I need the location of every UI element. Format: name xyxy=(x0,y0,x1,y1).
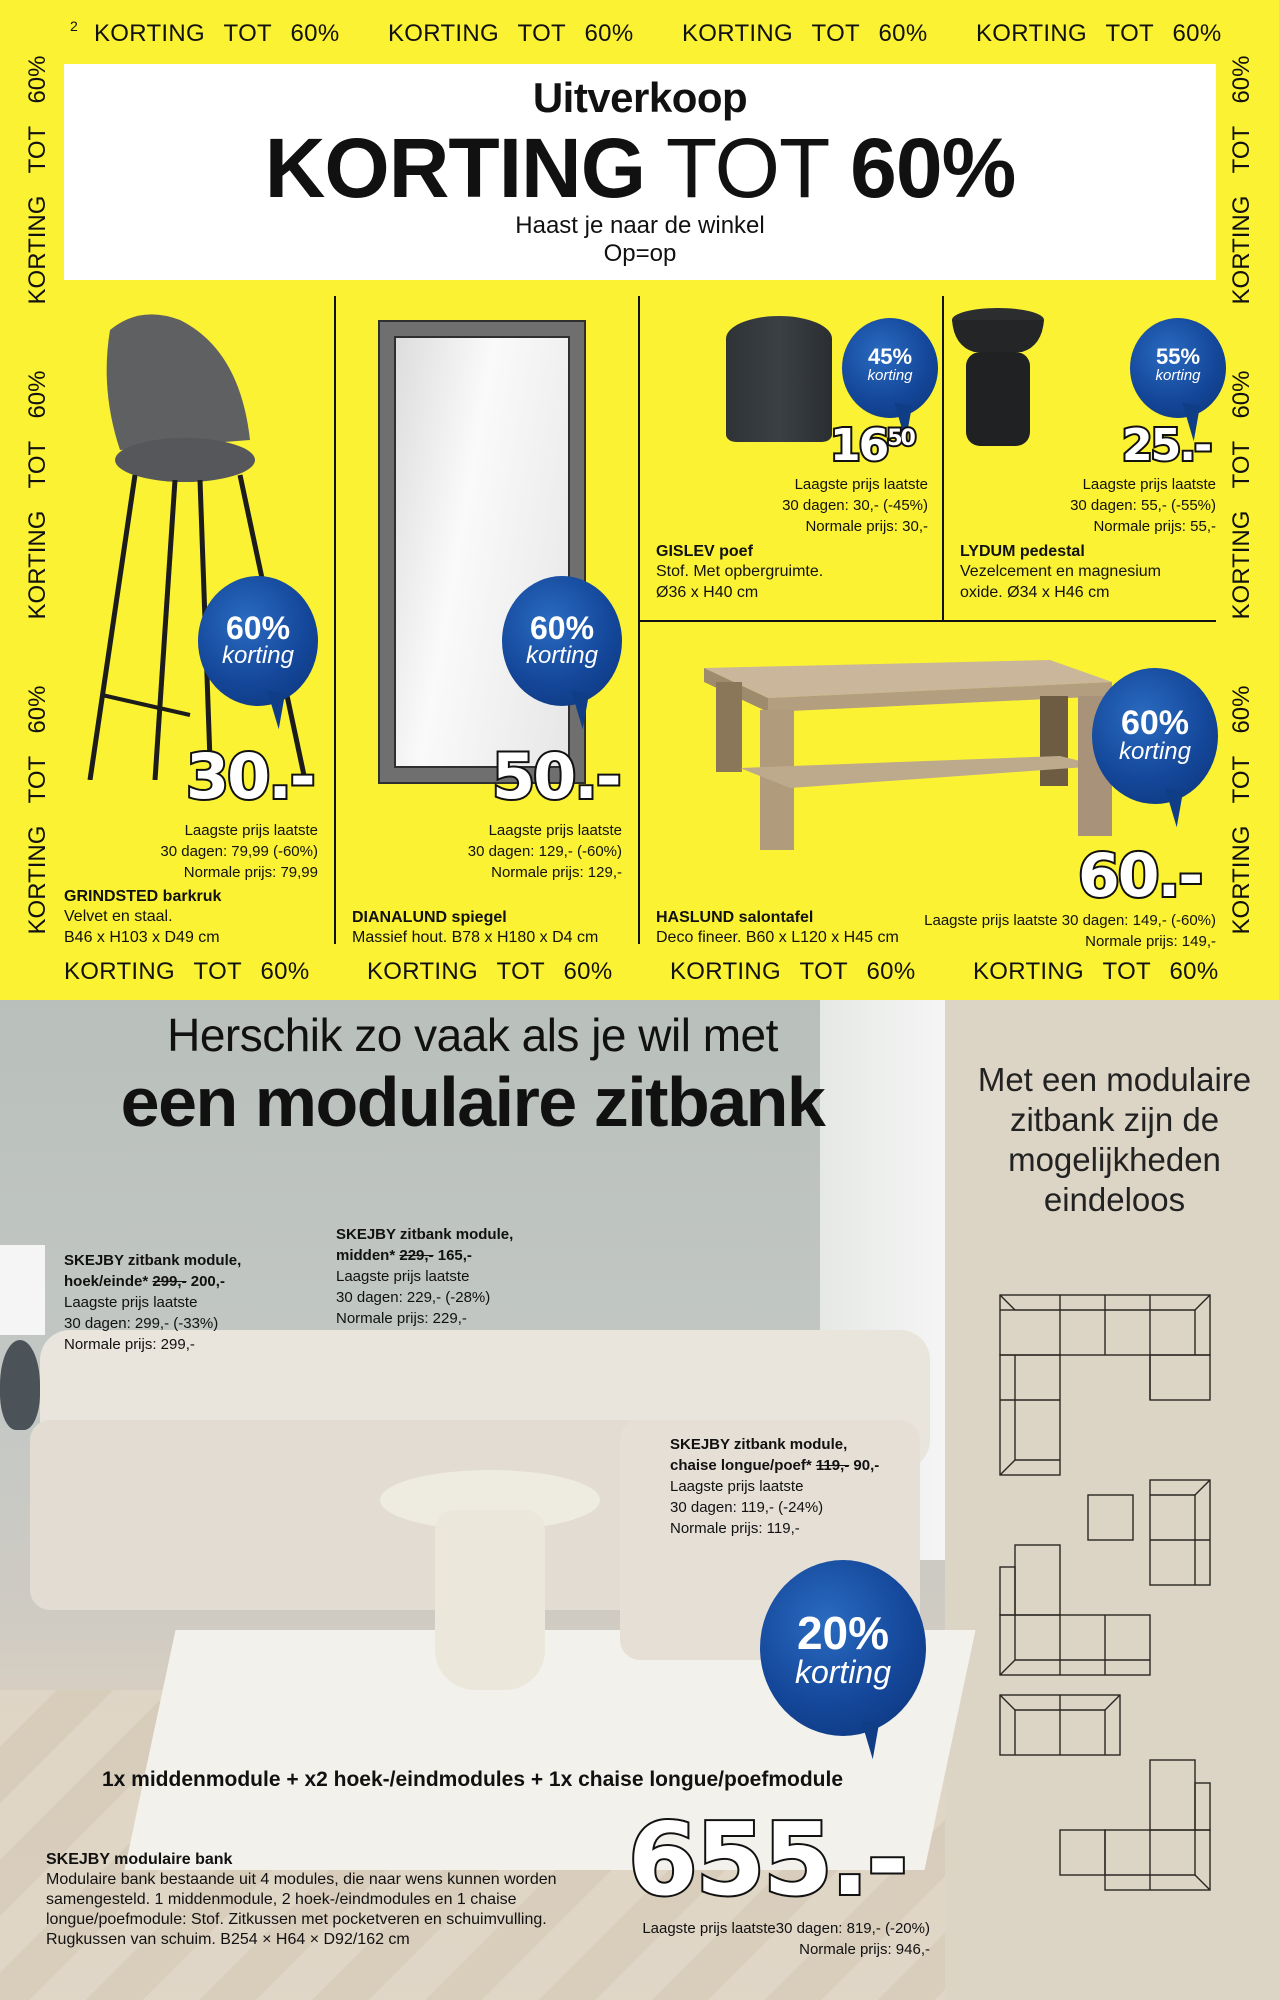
divider xyxy=(942,296,944,620)
sofa-configuration-diagrams xyxy=(980,1280,1240,1980)
note-line: Laagste prijs laatste xyxy=(184,822,318,839)
lamp-base xyxy=(0,1340,40,1430)
price: 50.- xyxy=(492,740,620,813)
price-cents: 50 xyxy=(887,426,914,451)
note-line: Laagste prijs laatste xyxy=(794,476,928,493)
note-line: Normale prijs: 119,- xyxy=(670,1520,800,1537)
old-price: 229,- xyxy=(399,1247,434,1264)
strip-text: KORTING TOT 60% xyxy=(1228,370,1255,620)
note-line: Normale prijs: 229,- xyxy=(336,1310,467,1327)
strip-text: KORTING TOT 60% xyxy=(367,958,613,985)
badge-label: korting xyxy=(867,367,913,384)
product-desc: Modulaire bank bestaande uit 4 modules, die naar wens kunnen worden samengesteld. 1 middenmodule, 2 hoek-/eindmodules en 1 chaise longue/poefmodule: Stof. Zitkussen met pocketveren en schuimvulling. Rugkussen van schuim. B254 × H64 × D92/162 cm xyxy=(46,1871,557,1948)
badge-label: korting xyxy=(525,642,599,669)
product-info xyxy=(960,543,1161,603)
bank-info xyxy=(46,1850,566,1950)
note-line: 30 dagen: 129,- (-60%) xyxy=(467,843,622,860)
strip-text: KORTING TOT 60% xyxy=(64,958,310,985)
module-type: midden* xyxy=(336,1247,396,1264)
module-label-corner xyxy=(64,1250,304,1355)
right-promo-strip xyxy=(1212,55,1272,960)
discount-badge xyxy=(1130,318,1226,418)
sofa-heading-line-1: Herschik zo vaak als je wil met xyxy=(167,1009,778,1061)
left-promo-strip xyxy=(8,55,68,960)
module-title: SKEJBY zitbank module, xyxy=(670,1436,848,1453)
price: 60.- xyxy=(1078,841,1202,911)
strip-text: KORTING TOT 60% xyxy=(94,20,340,47)
product-desc: oxide. Ø34 x H46 cm xyxy=(960,584,1110,601)
note-line: Normale prijs: 129,- xyxy=(491,864,622,881)
pedestal-image xyxy=(950,306,1046,446)
price-note xyxy=(420,820,622,883)
badge-percent: 20% xyxy=(796,1607,890,1659)
product-desc: Deco fineer. B60 x L120 x H45 cm xyxy=(656,929,899,946)
badge-percent: 60% xyxy=(529,610,595,646)
module-label-chaise xyxy=(670,1434,930,1539)
badge-percent: 55% xyxy=(1155,344,1201,369)
discount-badge xyxy=(502,576,622,706)
product-name: DIANALUND spiegel xyxy=(352,909,507,926)
banner-title xyxy=(64,121,1216,215)
badge-label: korting xyxy=(794,1654,892,1690)
badge-percent: 60% xyxy=(1120,704,1190,742)
config-u-shape xyxy=(1000,1295,1210,1475)
module-type: hoek/einde* xyxy=(64,1273,149,1290)
module-title: SKEJBY zitbank module, xyxy=(64,1252,242,1269)
price: 25.- xyxy=(1122,420,1211,471)
product-name: GRINDSTED barkruk xyxy=(64,888,222,905)
discount-badge xyxy=(842,318,938,418)
product-desc: B46 x H103 x D49 cm xyxy=(64,929,220,946)
strip-text: KORTING TOT 60% xyxy=(973,958,1219,985)
coffee-table-image xyxy=(700,660,1120,850)
module-title: SKEJBY zitbank module, xyxy=(336,1226,514,1243)
note-line: Normale prijs: 299,- xyxy=(64,1336,195,1353)
mirror-image xyxy=(380,322,584,782)
price-note xyxy=(120,820,318,883)
strip-text: KORTING TOT 60% xyxy=(976,20,1222,47)
product-info xyxy=(656,909,899,948)
badge-percent: 45% xyxy=(867,344,913,369)
price: 655.- xyxy=(628,1801,907,1918)
badge-percent: 60% xyxy=(225,610,291,646)
banner-title-pct: 60% xyxy=(850,121,1016,215)
note-line: Laagste prijs laatste xyxy=(1082,476,1216,493)
modular-sofa-section xyxy=(0,1000,1279,2000)
price-note xyxy=(720,474,928,537)
note-line: Normale prijs: 149,- xyxy=(1085,933,1216,950)
badge-label: korting xyxy=(1118,738,1192,765)
banner-line-1: Haast je naar de winkel xyxy=(515,212,765,239)
side-table-base xyxy=(435,1510,545,1690)
product-name: HASLUND salontafel xyxy=(656,909,814,926)
note-line: Normale prijs: 55,- xyxy=(1093,518,1216,535)
module-type: chaise longue/poef* xyxy=(670,1457,812,1474)
price-note xyxy=(1010,474,1216,537)
banner-subtitle: Uitverkoop xyxy=(532,74,748,121)
page-number: 2 xyxy=(70,18,78,34)
banner-title-light: TOT xyxy=(665,121,828,215)
sofa-heading-line-2: een modulaire zitbank xyxy=(120,1063,825,1141)
note-line: 30 dagen: 119,- (-24%) xyxy=(670,1499,824,1516)
lamp-shade xyxy=(0,1245,45,1335)
note-line: 30 dagen: 30,- (-45%) xyxy=(782,497,928,514)
strip-text: KORTING TOT 60% xyxy=(388,20,634,47)
banner-title-bold: KORTING xyxy=(264,121,646,215)
top-promo-strip xyxy=(0,0,1279,70)
product-desc: Velvet en staal. xyxy=(64,908,173,925)
note-line: Normale prijs: 946,- xyxy=(799,1941,930,1958)
product-desc: Ø36 x H40 cm xyxy=(656,584,759,601)
new-price: 90,- xyxy=(853,1457,880,1474)
note-line: Laagste prijs laatste30 dagen: 819,- (-20%) xyxy=(642,1920,930,1937)
price xyxy=(830,420,914,471)
strip-text: KORTING TOT 60% xyxy=(670,958,916,985)
module-label-middle xyxy=(336,1224,576,1329)
price-note xyxy=(560,1918,930,1960)
note-line: 30 dagen: 55,- (-55%) xyxy=(1070,497,1216,514)
note-line: Laagste prijs laatste xyxy=(64,1294,198,1311)
discount-badge xyxy=(760,1560,926,1736)
product-info xyxy=(656,543,823,603)
discount-badge xyxy=(1092,668,1218,804)
bar-stool-image xyxy=(80,310,320,780)
old-price: 299,- xyxy=(152,1273,187,1290)
note-line: Laagste prijs laatste 30 dagen: 149,- (-60%) xyxy=(924,912,1216,929)
note-line: Laagste prijs laatste xyxy=(488,822,622,839)
strip-text: KORTING TOT 60% xyxy=(1228,685,1255,935)
old-price: 119,- xyxy=(815,1457,850,1474)
new-price: 200,- xyxy=(190,1273,225,1290)
strip-text: KORTING TOT 60% xyxy=(24,685,51,935)
strip-text: KORTING TOT 60% xyxy=(24,370,51,620)
sale-banner xyxy=(64,64,1216,280)
banner-line-2: Op=op xyxy=(603,240,677,267)
price-main: 16 xyxy=(830,420,888,471)
product-name: LYDUM pedestal xyxy=(960,543,1085,560)
note-line: Normale prijs: 30,- xyxy=(805,518,928,535)
product-info xyxy=(64,888,221,948)
product-desc: Vezelcement en magnesium xyxy=(960,563,1161,580)
price: 30.- xyxy=(186,740,314,813)
strip-text: KORTING TOT 60% xyxy=(24,55,51,305)
note-line: 30 dagen: 229,- (-28%) xyxy=(336,1289,491,1306)
note-line: Laagste prijs laatste xyxy=(670,1478,804,1495)
pouf-image xyxy=(726,316,832,442)
strip-text: KORTING TOT 60% xyxy=(682,20,928,47)
divider xyxy=(640,620,1216,622)
note-line: 30 dagen: 79,99 (-60%) xyxy=(160,843,318,860)
product-desc: Massief hout. B78 x H180 x D4 cm xyxy=(352,929,599,946)
strip-text: KORTING TOT 60% xyxy=(1228,55,1255,305)
discount-badge xyxy=(198,576,318,706)
combo-description: 1x middenmodule + x2 hoek-/eindmodules + 1x chaise longue/poefmodule xyxy=(101,1768,843,1791)
product-name: SKEJBY modulaire bank xyxy=(46,1851,233,1868)
product-name: GISLEV poef xyxy=(656,543,753,560)
product-desc: Stof. Met opbergruimte. xyxy=(656,563,824,580)
note-line: 30 dagen: 299,- (-33%) xyxy=(64,1315,219,1332)
badge-label: korting xyxy=(221,642,295,669)
divider xyxy=(334,296,336,944)
new-price: 165,- xyxy=(437,1247,472,1264)
product-info xyxy=(352,909,598,948)
note-line: Laagste prijs laatste xyxy=(336,1268,470,1285)
sofa-side-text: Met een modulaire zitbank zijn de mogelijkheden eindeloos xyxy=(977,1061,1252,1218)
badge-label: korting xyxy=(1155,367,1201,384)
note-line: Normale prijs: 79,99 xyxy=(183,864,318,881)
